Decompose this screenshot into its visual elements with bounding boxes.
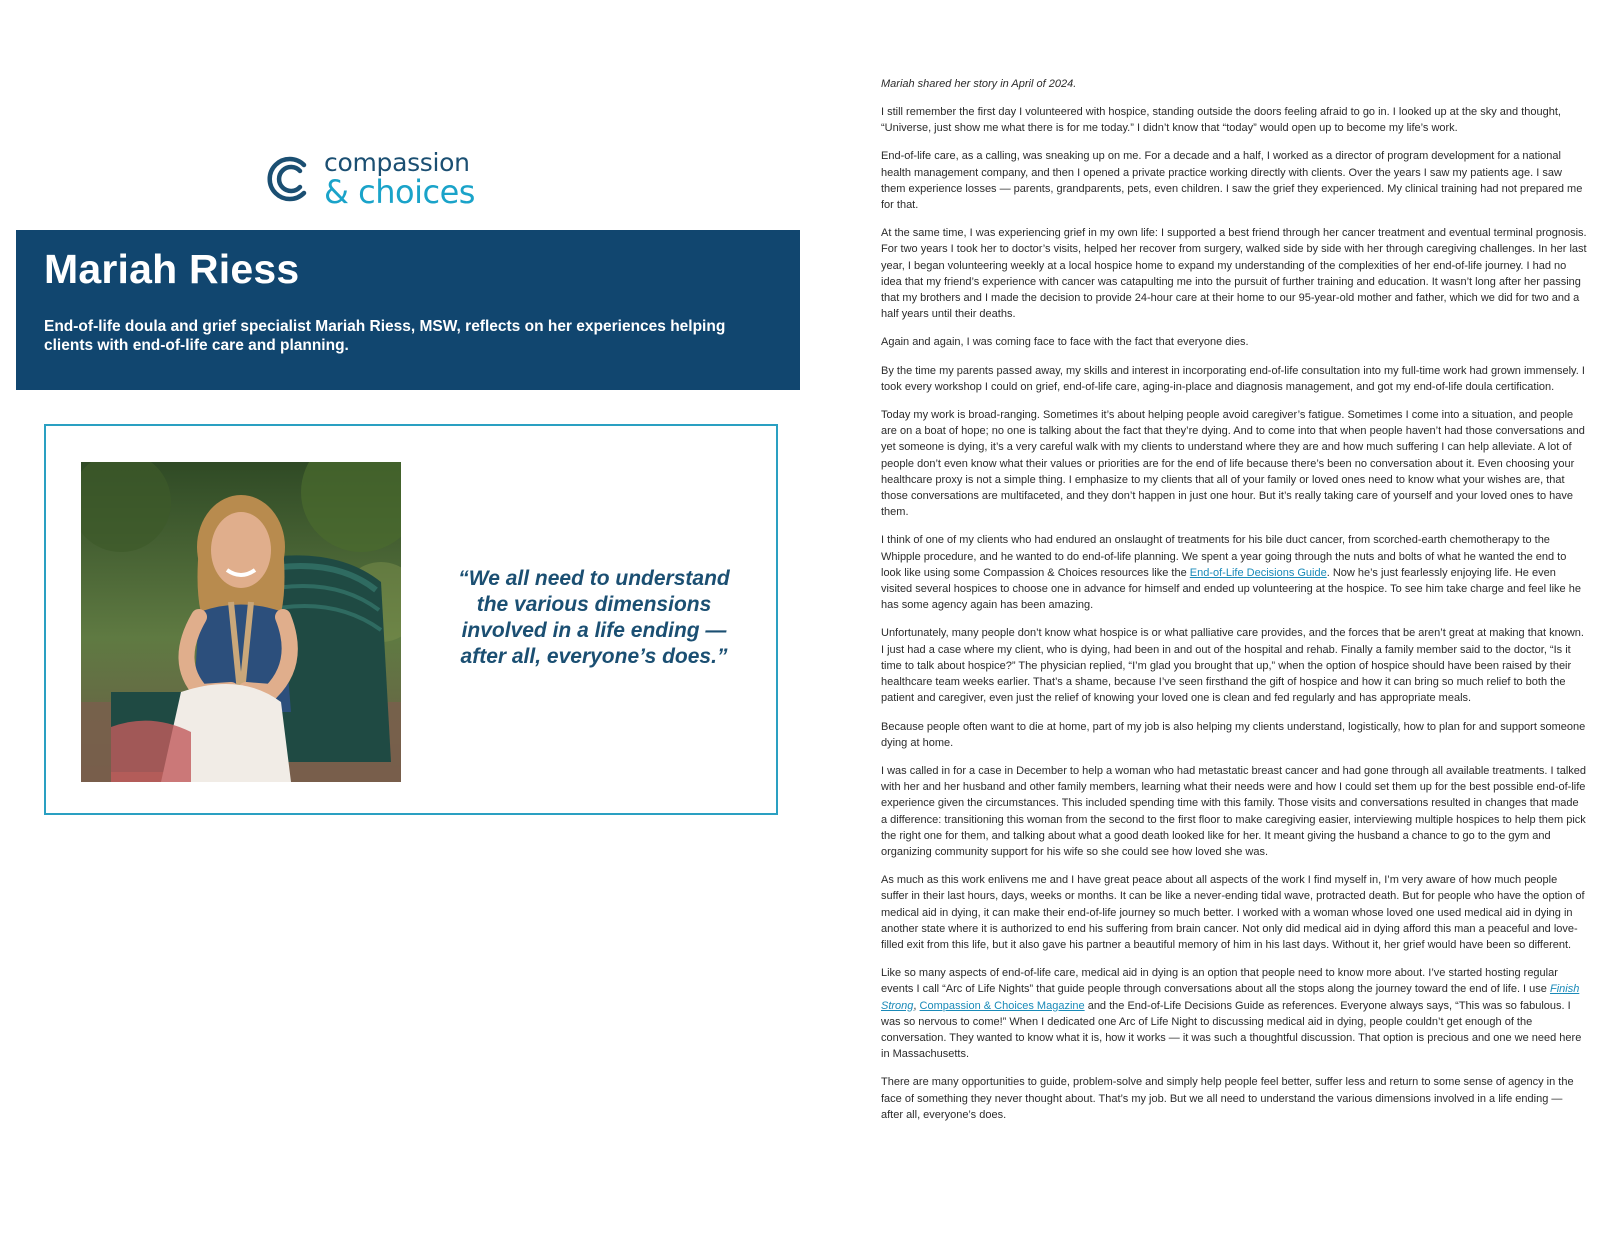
story-paragraph: Today my work is broad-ranging. Sometimes it’s about helping people avoid caregiver’s fatigue. Sometimes I come into a situation, and people are on a boat of hope; no one is talking about the fact that they’re dying. And to come into that when people haven’t had those conversations and yet someone is dying, it’s a very careful walk with my clients to understand where they are and how much suffering I can help alleviate. A lot of people don’t even know what their values or priorities are for the end of life because there’s been no conversation about it. Even choosing your healthcare proxy is not a simple thing. I emphasize to my clients that all of your family or loved ones need to know what your wishes are, that those conversations are multifaceted, and they don’t happen in just one hour. But it’s really taking care of yourself and your loved ones to have them. (881, 409, 1585, 519)
logo-line-compassion: compassion (324, 148, 470, 177)
story-paragraph: I still remember the first day I volunteered with hospice, standing outside the doors feeling afraid to go in. I looked up at the sky and thought, “Universe, just show me what there is for me today.” I didn’t know that “today” would open up to become my life’s work. (881, 106, 1561, 135)
story-paragraph: As much as this work enlivens me and I have great peace about all aspects of the work I find myself in, I’m very aware of how much people suffer in their last hours, days, weeks or months. It can be like a never-ending tidal wave, protracted death. But for people who have the option of medical aid in dying, it can make their end-of-life journey so much better. I worked with a woman whose loved one used medical aid in dying in another state where it is authorized to end his suffering from brain cancer. Not only did medical aid in dying afford this man a peaceful and love-filled exit from this life, but it also gave his partner a beautiful memory of him in his last days. Without it, her grief would have been so different. (881, 874, 1585, 951)
story-paragraph: Again and again, I was coming face to face with the fact that everyone dies. (881, 336, 1249, 349)
story-text: . Now he’s just fearlessly enjoying life. He even visited several hospices to choose one in advance for himself and ended up volunteering at the hospice. To see him take charge and feel like he has some agency again has been amazing. (881, 566, 1581, 612)
story-text: I think of one of my clients who had endured an onslaught of treatments for his bile duct cancer, from scorched-earth chemotherapy to the Whipple procedure, and he wanted to do end-of-life planning. We spent a year going through the nuts and bolts of what he wanted the end to look like using some Compassion & Choices resources like the (881, 534, 1567, 579)
story-body (881, 104, 1587, 1123)
logo-wordmark (324, 148, 475, 211)
portrait-photo (81, 462, 401, 782)
story-paragraph: By the time my parents passed away, my skills and interest in incorporating end-of-life consultation into my full-time work had grown immensely. I took every workshop I could on grief, end-of-life care, aging-in-place and diagnosis management, and got my end-of-life doula certification. (881, 364, 1585, 393)
story-paragraph: At the same time, I was experiencing grief in my own life: I supported a best friend through her cancer treatment and eventual terminal prognosis. For two years I took her to doctor’s visits, helped her recover from surgery, walked side by side with her through caregiving challenges. In her last year, I began volunteering weekly at a local hospice home to expand my understanding of the complexities of her end-of-life journey. I had no idea that my friend’s experience with cancer was catapulting me into the pursuit of further training and education. It wasn’t long after her passing that my brothers and I made the decision to provide 24-hour care at their home to our 95-year-old mother and father, which we did for two and a half years until their deaths. (881, 227, 1587, 321)
story-paragraph: I was called in for a case in December to help a woman who had metastatic breast cancer and had gone through all available treatments. I talked with her and her husband and other family members, learning what their needs were and how I could set them up for the best possible end-of-life experience given the circumstances. This included spending time with this family. Those visits and conversations resulted in changes that made a difference: transitioning this woman from the second to the first floor to make caregiving easier, interviewing multiple hospices to help them pick the right one for them, and talking about what a good death looked like for her. It meant giving the husband a chance to go to the gym and organizing community support for his wife so she could see how loved she was. (881, 764, 1587, 858)
pull-quote: “We all need to understand the various dimensions involved in a life ending — after all, everyone’s does.” (458, 567, 730, 668)
hero-banner (16, 230, 800, 390)
story-paragraph: There are many opportunities to guide, problem-solve and simply help people feel better, suffer less and return to some sense of agency in the face of something they never thought about. That’s my job. But we all need to understand the various dimensions involved in a life ending — after all, everyone’s does. (881, 1076, 1574, 1121)
story-text: Like so many aspects of end-of-life care, medical aid in dying is an option that people need to know more about. I’ve started hosting regular events I call “Arc of Life Nights” that guide people through conversations about all the stops along the journey toward the end of life. I use (881, 967, 1558, 996)
story-text: , (913, 999, 920, 1012)
logo-line-choices: & choices (324, 173, 475, 211)
story-paragraph: Unfortunately, many people don’t know what hospice is or what palliative care provides, and the forces that be aren’t great at making that known. I just had a case where my client, who is dying, had been in and out of the hospital and rehab. Finally a family member said to the doctor, “Is it time to talk about hospice?” The physician replied, “I’m glad you brought that up,” when the option of hospice should have been raised by their healthcare team weeks earlier. That’s a shame, because I’ve seen firsthand the gift of hospice and how it can bring so much relief to both the patient and caregiver, even just the relief of knowing your loved one is clean and fed regularly and has appropriate meals. (881, 627, 1584, 705)
logo-swirl-icon (264, 153, 316, 205)
left-page (0, 0, 800, 1244)
story-column (881, 76, 1587, 1135)
story-paragraph (881, 532, 1587, 613)
story-paragraph (881, 965, 1587, 1062)
end-of-life-decisions-guide-link[interactable]: End-of-Life Decisions Guide (1189, 566, 1327, 579)
finish-strong-link[interactable]: Finish Strong (881, 983, 1580, 1012)
brand-logo[interactable] (264, 148, 504, 211)
magazine-link[interactable]: Compassion & Choices Magazine (919, 999, 1085, 1012)
quote-card (44, 424, 778, 815)
story-paragraph: Because people often want to die at home, part of my job is also helping my clients understand, logistically, how to plan for and support someone dying at home. (881, 720, 1586, 749)
dateline: Mariah shared her story in April of 2024. (881, 78, 1077, 90)
story-paragraph: End-of-life care, as a calling, was sneaking up on me. For a decade and a half, I worked as a director of program development for a national health management company, and then I opened a private practice working directly with clients. Over the years I saw my patients age. I saw them experience losses — parents, grandparents, pets, even children. I saw the grief they experienced. My clinical training had not prepared me for that. (881, 150, 1583, 212)
page-title: Mariah Riess (44, 246, 300, 292)
hero-subtitle: End-of-life doula and grief specialist Mariah Riess, MSW, reflects on her experiences helping clients with end-of-life care and planning. (44, 318, 726, 354)
story-text: and the End-of-Life Decisions Guide as references. Everyone always says, “This was so fabulous. I was so nervous to come!” When I dedicated one Arc of Life Night to discussing medical aid in dying, people couldn’t get enough of the conversation. They wanted to know what it is, how it works — it was such a thoughtful discussion. That option is precious and one we need here in Massachusetts. (881, 999, 1582, 1061)
